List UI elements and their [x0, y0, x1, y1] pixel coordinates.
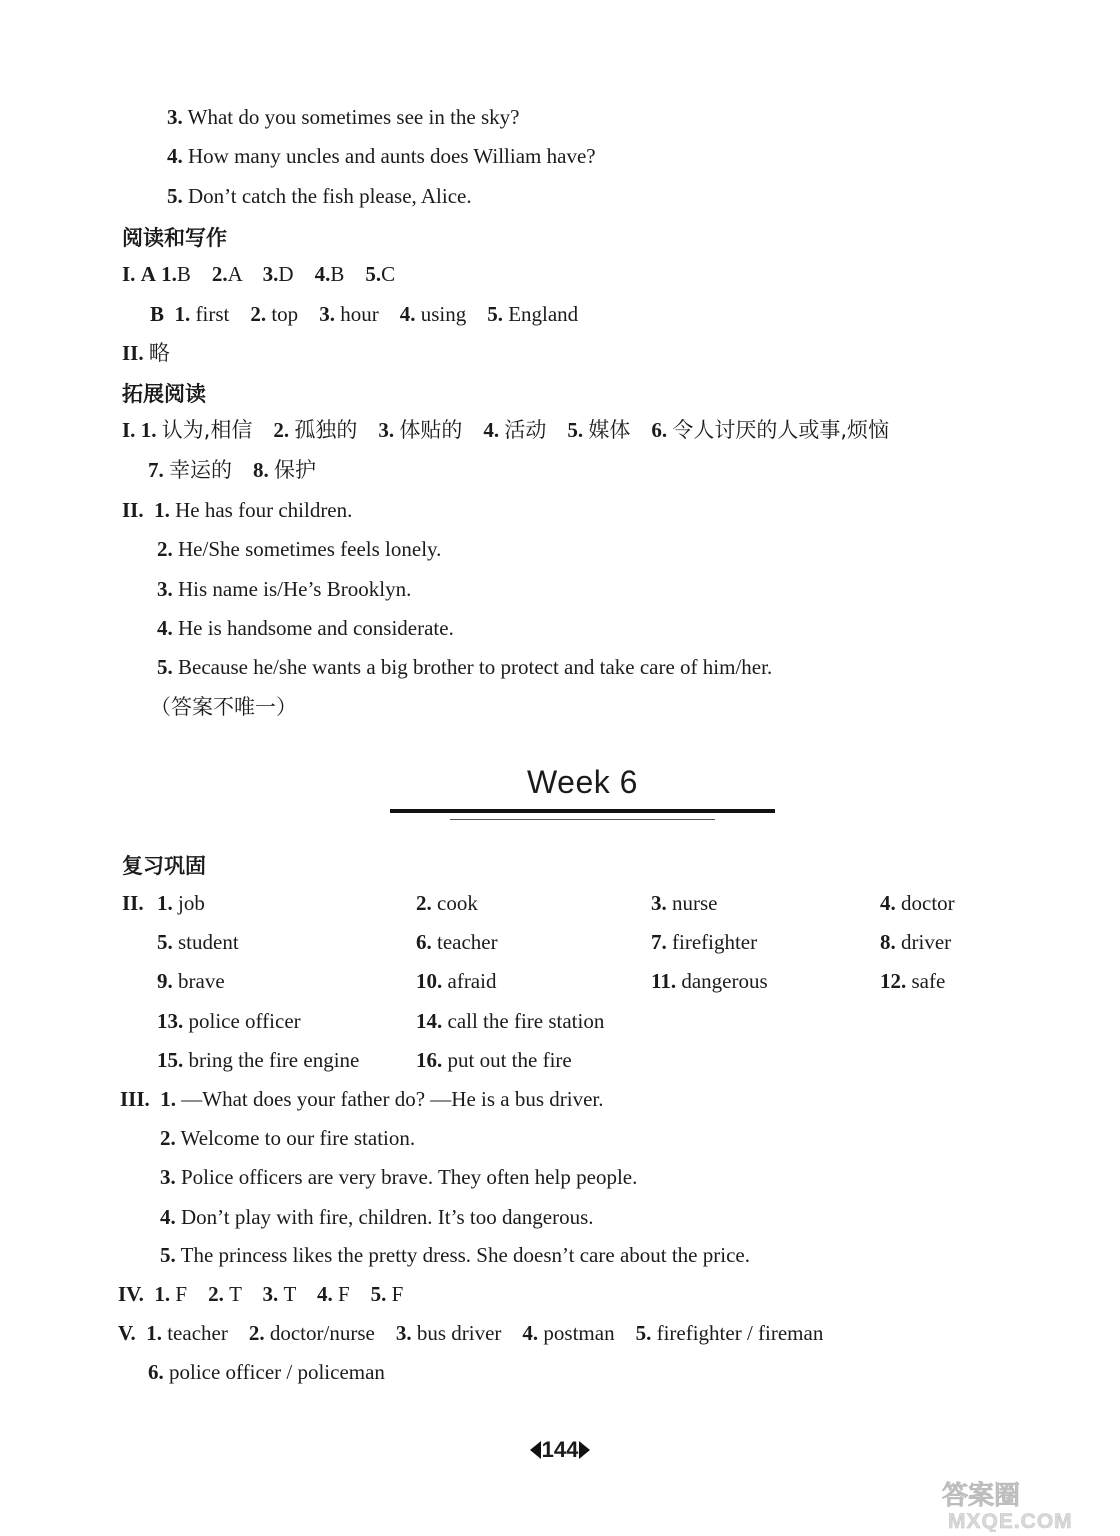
- er-I-row-2: 7. 幸运的 8. 保护: [148, 458, 316, 482]
- section-heading-review: 复习巩固: [122, 854, 206, 878]
- top-item-4: 4. How many uncles and aunts does William have?: [167, 144, 596, 168]
- review-III-item-2: 2. Welcome to our fire station.: [160, 1126, 416, 1150]
- review-V-row-1: V. 1. teacher 2. doctor/nurse 3. bus driver 4. postman 5. firefighter / fireman: [118, 1321, 824, 1345]
- page-number: 144: [0, 1437, 1120, 1463]
- review-III-item-5: 5. The princess likes the pretty dress. She doesn’t care about the price.: [160, 1243, 750, 1267]
- rw-II-row: II. 略: [122, 341, 170, 365]
- review-IV-row: IV. 1. F 2. T 3. T 4. F 5. F: [118, 1282, 404, 1306]
- title-rule-thick: [390, 809, 775, 813]
- rw-B-row: B 1. first 2. top 3. hour 4. using 5. England: [150, 302, 579, 326]
- watermark-logo: [938, 1476, 1108, 1532]
- top-item-5: 5. Don’t catch the fish please, Alice.: [167, 184, 472, 208]
- section-heading-reading-writing: 阅读和写作: [122, 226, 227, 250]
- watermark-line2: MXQE.COM: [948, 1510, 1073, 1532]
- left-arrow-icon: [530, 1441, 541, 1459]
- section-heading-extended-reading: 拓展阅读: [122, 382, 206, 406]
- review-III-item-1: III. 1. —What does your father do? —He is a bus driver.: [120, 1087, 604, 1111]
- watermark-line1: 答案圈: [942, 1481, 1021, 1511]
- er-II-item-1: II. 1. He has four children.: [122, 498, 353, 522]
- top-item-3: 3. What do you sometimes see in the sky?: [167, 105, 520, 129]
- rw-I-row: I. A 1.B 2.A 3.D 4.B 5.C: [122, 262, 396, 286]
- answer-page: 3. What do you sometimes see in the sky? 4. How many uncles and aunts does William have? 5. Don’t catch the fish please, Alice. 阅读和写作 I. A 1.B 2.A 3.D 4.B 5.C B 1. first 2. top 3. hour 4. using 5. England II. 略 拓展阅读 I. 1. 认为,相信 2. 孤独的 3. 体贴的 4. 活动 5. 媒体 6. 令人讨厌的人或事,烦恼 7. 幸运的 8. 保护 II. 1. He has four children. 2. He/She sometimes feels lonely. 3. His name is/He’s Brooklyn. 4. He is handsome and considerate. 5. Because he/she wants a big brother to protect and take care of him/her. （答案不唯一） Week 6 复习巩固 II. 1. job 2. cook 3. nurse 4. doctor 5. student 6. teacher 7. firefighter 8. driver 9. brave 10. afraid 11. dangerous 12. safe 13. police officer 14. call the fire station 15. bring the fire engine 16. put out the fire III. 1. —What does your father do? —He is a bus driver. 2. Welcome to our fire station. 3. Police officers are very brave. They often help people. 4. Don’t play with fire, children. It’s too dangerous. 5. The princess likes the pretty dress. She doesn’t care about the price. IV. 1. F 2. T 3. T 4. F 5. F V. 1. teacher 2. doctor/nurse 3. bus driver 4. postman 5. firefighter / fireman 6. police officer / policeman 144 答案圈 MXQE.COM: [0, 0, 1120, 1536]
- er-II-item-3: 3. His name is/He’s Brooklyn.: [157, 577, 412, 601]
- er-II-item-5: 5. Because he/she wants a big brother to protect and take care of him/her.: [157, 655, 773, 679]
- review-III-item-4: 4. Don’t play with fire, children. It’s too dangerous.: [160, 1205, 594, 1229]
- review-III-item-3: 3. Police officers are very brave. They often help people.: [160, 1165, 638, 1189]
- answer-note: （答案不唯一）: [150, 695, 297, 719]
- review-V-row-2: 6. police officer / policeman: [148, 1360, 385, 1384]
- er-II-item-2: 2. He/She sometimes feels lonely.: [157, 537, 442, 561]
- er-II-item-4: 4. He is handsome and considerate.: [157, 616, 454, 640]
- right-arrow-icon: [579, 1441, 590, 1459]
- week-title: Week 6: [527, 764, 638, 800]
- er-I-row-1: I. 1. 认为,相信 2. 孤独的 3. 体贴的 4. 活动 5. 媒体 6. 令人讨厌的人或事,烦恼: [122, 418, 890, 442]
- title-rule-thin: [450, 819, 715, 820]
